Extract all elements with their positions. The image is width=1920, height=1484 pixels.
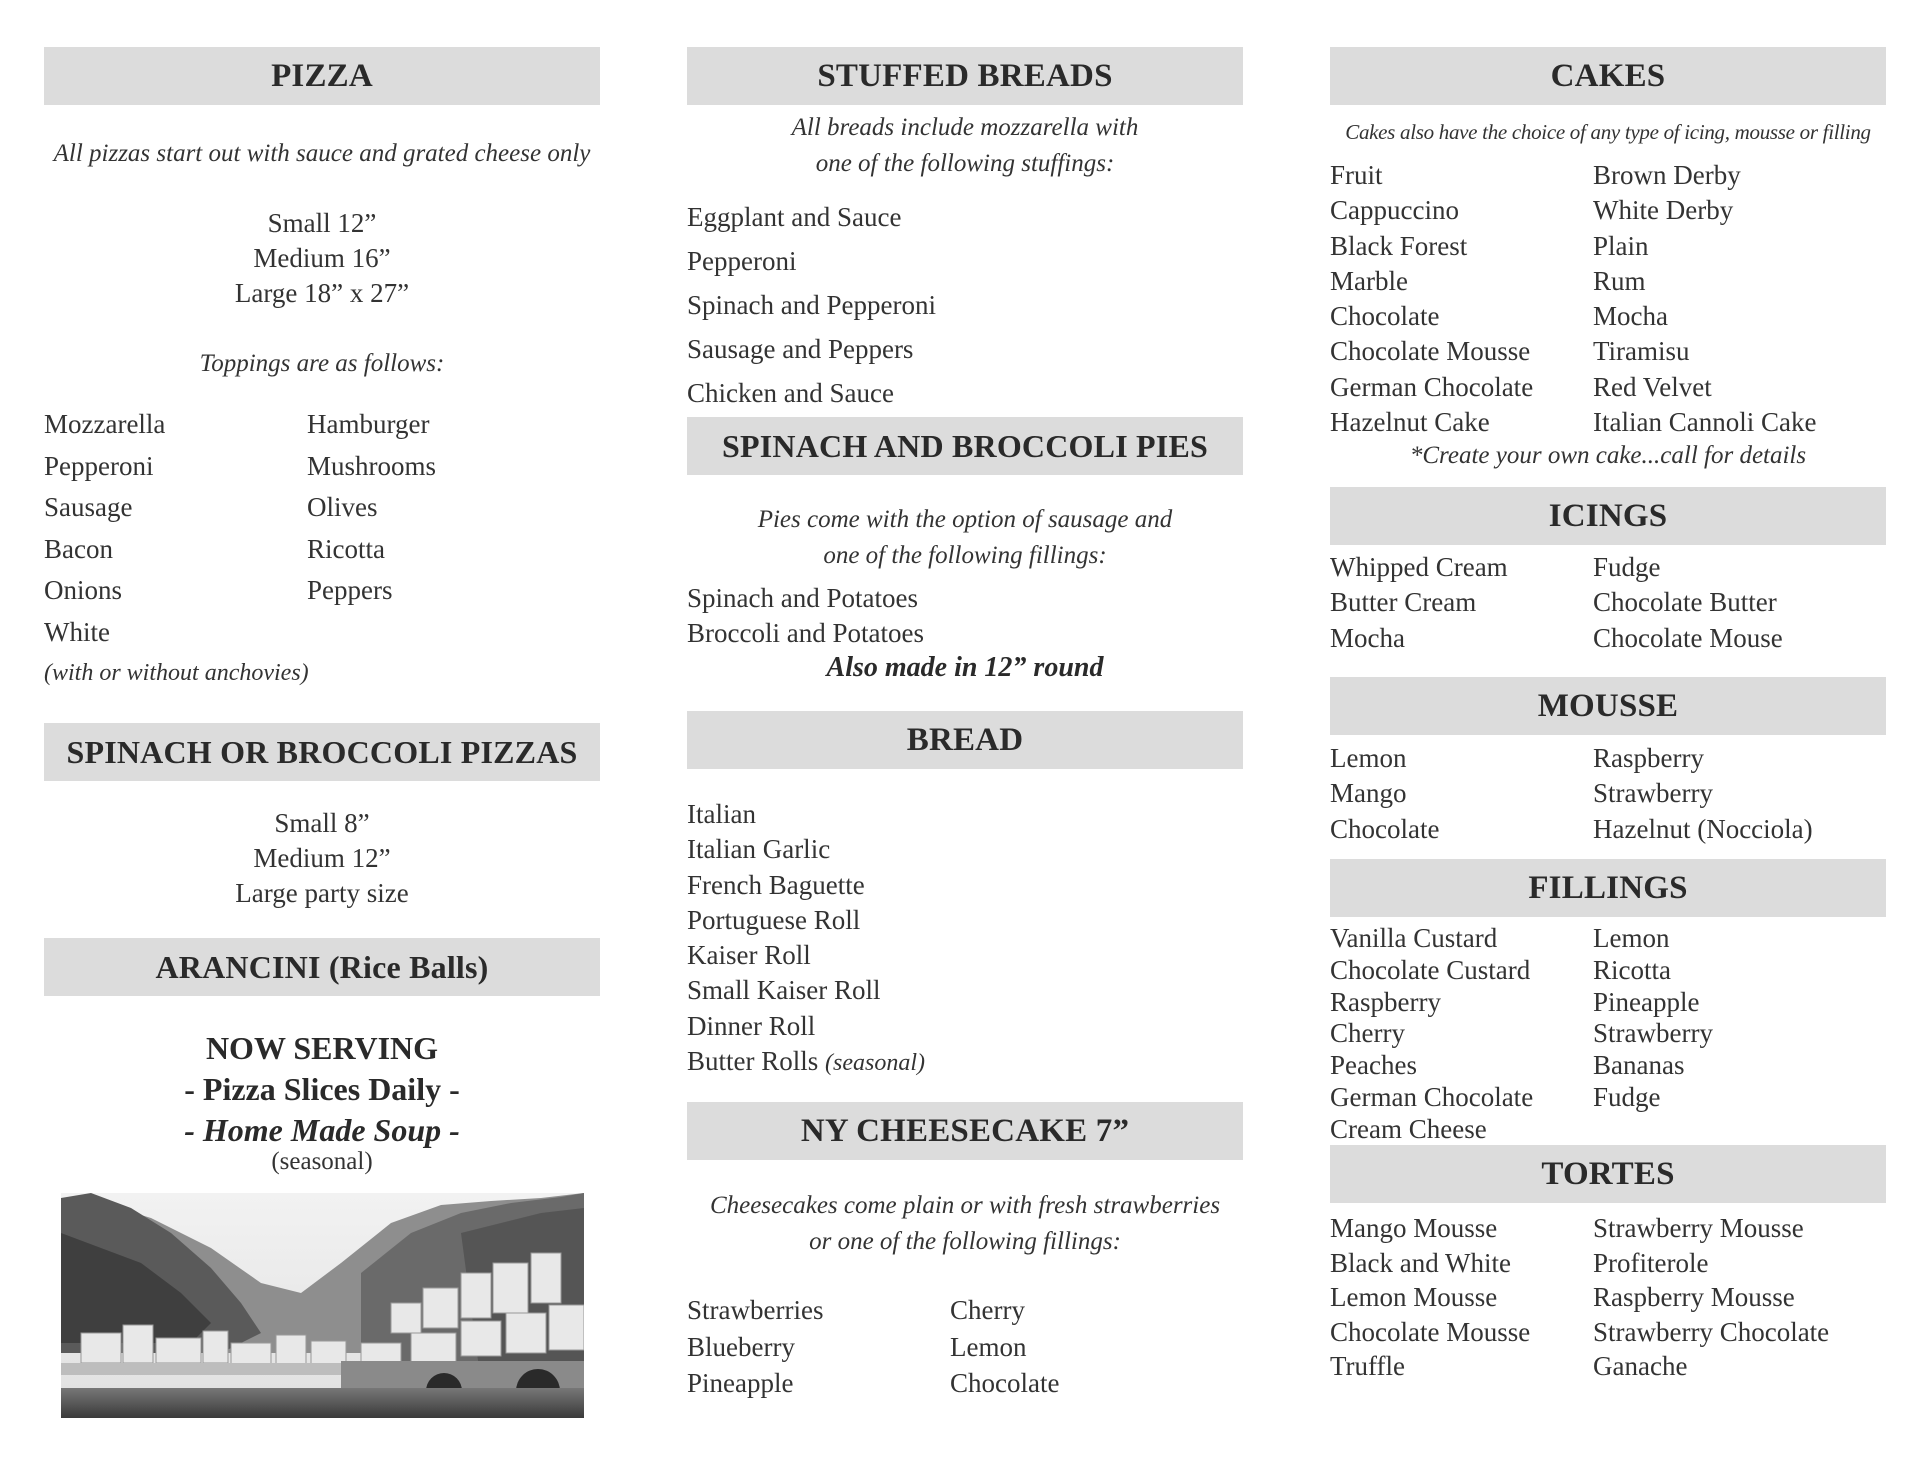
cheesecake-item: Pineapple bbox=[687, 1368, 794, 1398]
cake-item: White Derby bbox=[1593, 195, 1734, 226]
cheesecake-item: Strawberries bbox=[687, 1295, 824, 1325]
icings-header: ICINGS bbox=[1330, 487, 1886, 545]
filling-item: Chocolate Custard bbox=[1330, 954, 1531, 985]
cake-item: Red Velvet bbox=[1593, 371, 1712, 402]
spinach-size-medium: Medium 12” bbox=[253, 843, 391, 873]
stuffed-breads-list bbox=[687, 195, 1243, 415]
bread-item: Italian Garlic bbox=[687, 834, 831, 865]
cheesecake-note-line1: Cheesecakes come plain or with fresh strawberries bbox=[709, 1192, 1221, 1219]
torte-item: Ganache bbox=[1593, 1351, 1688, 1381]
tortes-list bbox=[1330, 1211, 1886, 1384]
torte-item: Black and White bbox=[1330, 1247, 1511, 1278]
bread-item-butter-rolls: Butter Rolls (seasonal) bbox=[687, 1046, 925, 1077]
stuffed-breads-note bbox=[687, 110, 1243, 182]
pie-item: Broccoli and Potatoes bbox=[687, 618, 924, 648]
toppings-note: Toppings are as follows: bbox=[199, 350, 445, 377]
cake-item: Marble bbox=[1330, 265, 1408, 296]
cake-item: Chocolate bbox=[1330, 301, 1440, 332]
cheesecake-note-line2: or one of the following fillings: bbox=[809, 1228, 1121, 1255]
cake-item: Mocha bbox=[1593, 301, 1668, 332]
pies-header: SPINACH AND BROCCOLI PIES bbox=[687, 417, 1243, 475]
cake-item: Plain bbox=[1593, 230, 1649, 261]
cake-item: Hazelnut Cake bbox=[1330, 407, 1490, 438]
cakes-list bbox=[1330, 158, 1886, 440]
torte-item: Truffle bbox=[1330, 1351, 1406, 1381]
filling-item: Strawberry bbox=[1593, 1018, 1713, 1049]
cheesecake-list bbox=[687, 1292, 1243, 1402]
stuffed-bread-item: Spinach and Pepperoni bbox=[687, 290, 936, 320]
bread-item: Small Kaiser Roll bbox=[687, 975, 881, 1006]
coastal-town-photo bbox=[61, 1193, 584, 1418]
stuffed-breads-note-line2: one of the following stuffings: bbox=[815, 150, 1115, 177]
cheesecake-note bbox=[687, 1188, 1243, 1260]
cake-item: Black Forest bbox=[1330, 230, 1468, 261]
cheesecake-item: Blueberry bbox=[687, 1331, 795, 1362]
cake-item: Cappuccino bbox=[1330, 195, 1459, 226]
filling-item: Vanilla Custard bbox=[1330, 923, 1498, 953]
filling-item: Bananas bbox=[1593, 1050, 1685, 1081]
anchovies-note: (with or without anchovies) bbox=[44, 660, 309, 686]
seasonal-tag: (seasonal) bbox=[825, 1050, 925, 1077]
topping-item: Hamburger bbox=[307, 409, 430, 439]
cheesecake-item: Cherry bbox=[950, 1295, 1025, 1325]
cake-item: Fruit bbox=[1330, 160, 1383, 190]
stuffed-bread-item: Sausage and Peppers bbox=[687, 334, 914, 364]
filling-item: Raspberry bbox=[1330, 986, 1441, 1017]
icing-item: Whipped Cream bbox=[1330, 552, 1508, 582]
topping-item: Mozzarella bbox=[44, 409, 166, 439]
home-made-soup-line: - Home Made Soup - bbox=[184, 1112, 460, 1148]
spinach-size-large: Large party size bbox=[235, 878, 409, 908]
cheesecake-item: Lemon bbox=[950, 1331, 1027, 1362]
torte-item: Chocolate Mousse bbox=[1330, 1316, 1531, 1347]
now-serving-title: NOW SERVING bbox=[205, 1030, 439, 1066]
icing-item: Chocolate Butter bbox=[1593, 587, 1777, 618]
pies-note-line2: one of the following fillings: bbox=[823, 542, 1107, 569]
pies-list bbox=[687, 581, 1243, 651]
spinach-pizzas-header: SPINACH OR BROCCOLI PIZZAS bbox=[44, 723, 600, 781]
pizza-size-small: Small 12” bbox=[267, 208, 377, 238]
fillings-header: FILLINGS bbox=[1330, 859, 1886, 917]
arancini-header: ARANCINI (Rice Balls) bbox=[44, 938, 600, 996]
pies-round-note: Also made in 12” round bbox=[826, 652, 1104, 683]
icing-item: Fudge bbox=[1593, 552, 1661, 582]
stuffed-bread-item: Chicken and Sauce bbox=[687, 378, 894, 408]
stuffed-bread-item: Pepperoni bbox=[687, 246, 797, 276]
seasonal-note: (seasonal) bbox=[271, 1148, 373, 1175]
cake-item: Italian Cannoli Cake bbox=[1593, 407, 1817, 438]
icing-item: Mocha bbox=[1330, 622, 1405, 653]
create-cake-note: *Create your own cake...call for details bbox=[1409, 442, 1807, 469]
cake-item: Rum bbox=[1593, 265, 1646, 296]
torte-item: Strawberry Chocolate bbox=[1593, 1316, 1830, 1347]
cake-item: German Chocolate bbox=[1330, 371, 1534, 402]
icings-list bbox=[1330, 550, 1886, 656]
fillings-list bbox=[1330, 923, 1886, 1146]
bread-item: French Baguette bbox=[687, 869, 865, 900]
bread-item: Portuguese Roll bbox=[687, 904, 861, 935]
stuffed-breads-note-line1: All breads include mozzarella with bbox=[791, 114, 1139, 141]
torte-item: Lemon Mousse bbox=[1330, 1282, 1498, 1312]
tortes-header: TORTES bbox=[1330, 1145, 1886, 1203]
torte-item: Mango Mousse bbox=[1330, 1213, 1498, 1243]
pies-note-line1: Pies come with the option of sausage and bbox=[757, 506, 1173, 533]
filling-item: Peaches bbox=[1330, 1050, 1417, 1081]
topping-item: Bacon bbox=[44, 533, 113, 564]
pizza-size-large: Large 18” x 27” bbox=[234, 278, 410, 308]
filling-item: Cherry bbox=[1330, 1018, 1405, 1049]
filling-item: Fudge bbox=[1593, 1081, 1661, 1112]
pizza-size-medium: Medium 16” bbox=[253, 243, 391, 273]
column-right bbox=[1330, 0, 1886, 1484]
pizza-note: All pizzas start out with sauce and grated cheese only bbox=[53, 140, 591, 167]
mousse-item: Mango bbox=[1330, 778, 1407, 809]
mousse-list bbox=[1330, 741, 1886, 847]
pie-item: Spinach and Potatoes bbox=[687, 583, 918, 613]
mousse-item: Hazelnut (Nocciola) bbox=[1593, 813, 1813, 844]
spinach-pizza-sizes bbox=[44, 806, 600, 911]
bread-list bbox=[687, 797, 1243, 1081]
stuffed-bread-item: Eggplant and Sauce bbox=[687, 202, 902, 232]
icing-item: Chocolate Mouse bbox=[1593, 622, 1783, 653]
column-left bbox=[44, 0, 600, 1484]
mousse-header: MOUSSE bbox=[1330, 677, 1886, 735]
topping-item: Peppers bbox=[307, 575, 393, 605]
torte-item: Strawberry Mousse bbox=[1593, 1213, 1804, 1243]
torte-item: Raspberry Mousse bbox=[1593, 1282, 1795, 1312]
cake-item: Tiramisu bbox=[1593, 336, 1690, 367]
bread-item: Dinner Roll bbox=[687, 1010, 816, 1041]
filling-item: Pineapple bbox=[1593, 986, 1700, 1017]
toppings-list bbox=[44, 404, 600, 695]
bread-header: BREAD bbox=[687, 711, 1243, 769]
filling-item: Lemon bbox=[1593, 923, 1670, 953]
filling-item: Cream Cheese bbox=[1330, 1113, 1487, 1144]
filling-item: German Chocolate bbox=[1330, 1081, 1534, 1112]
now-serving-block bbox=[44, 1028, 600, 1151]
torte-item: Profiterole bbox=[1593, 1247, 1709, 1278]
topping-item: Ricotta bbox=[307, 533, 385, 564]
mousse-item: Raspberry bbox=[1593, 743, 1704, 773]
mousse-item: Chocolate bbox=[1330, 813, 1440, 844]
pizza-slices-line: - Pizza Slices Daily - bbox=[184, 1071, 460, 1107]
topping-item: Mushrooms bbox=[307, 450, 437, 481]
spinach-size-small: Small 8” bbox=[274, 808, 370, 838]
column-middle bbox=[687, 0, 1243, 1484]
topping-item: Olives bbox=[307, 492, 378, 522]
cakes-header: CAKES bbox=[1330, 47, 1886, 105]
pizza-header: PIZZA bbox=[44, 47, 600, 105]
topping-white: White (with or without anchovies) bbox=[44, 612, 309, 695]
cake-item: Chocolate Mousse bbox=[1330, 336, 1531, 367]
cake-item: Brown Derby bbox=[1593, 160, 1741, 190]
cheesecake-item: Chocolate bbox=[950, 1368, 1060, 1398]
filling-item: Ricotta bbox=[1593, 954, 1671, 985]
stuffed-breads-header: STUFFED BREADS bbox=[687, 47, 1243, 105]
pizza-sizes bbox=[44, 206, 600, 311]
cheesecake-header: NY CHEESECAKE 7” bbox=[687, 1102, 1243, 1160]
topping-item: Sausage bbox=[44, 492, 133, 522]
mousse-item: Strawberry bbox=[1593, 778, 1713, 809]
mousse-item: Lemon bbox=[1330, 743, 1407, 773]
bread-item: Italian bbox=[687, 799, 756, 829]
topping-item: Onions bbox=[44, 575, 123, 605]
pies-note bbox=[687, 502, 1243, 574]
topping-item: Pepperoni bbox=[44, 450, 154, 481]
cakes-note: Cakes also have the choice of any type of icing, mousse or filling bbox=[1345, 120, 1871, 144]
bread-item: Kaiser Roll bbox=[687, 940, 811, 971]
icing-item: Butter Cream bbox=[1330, 587, 1477, 618]
